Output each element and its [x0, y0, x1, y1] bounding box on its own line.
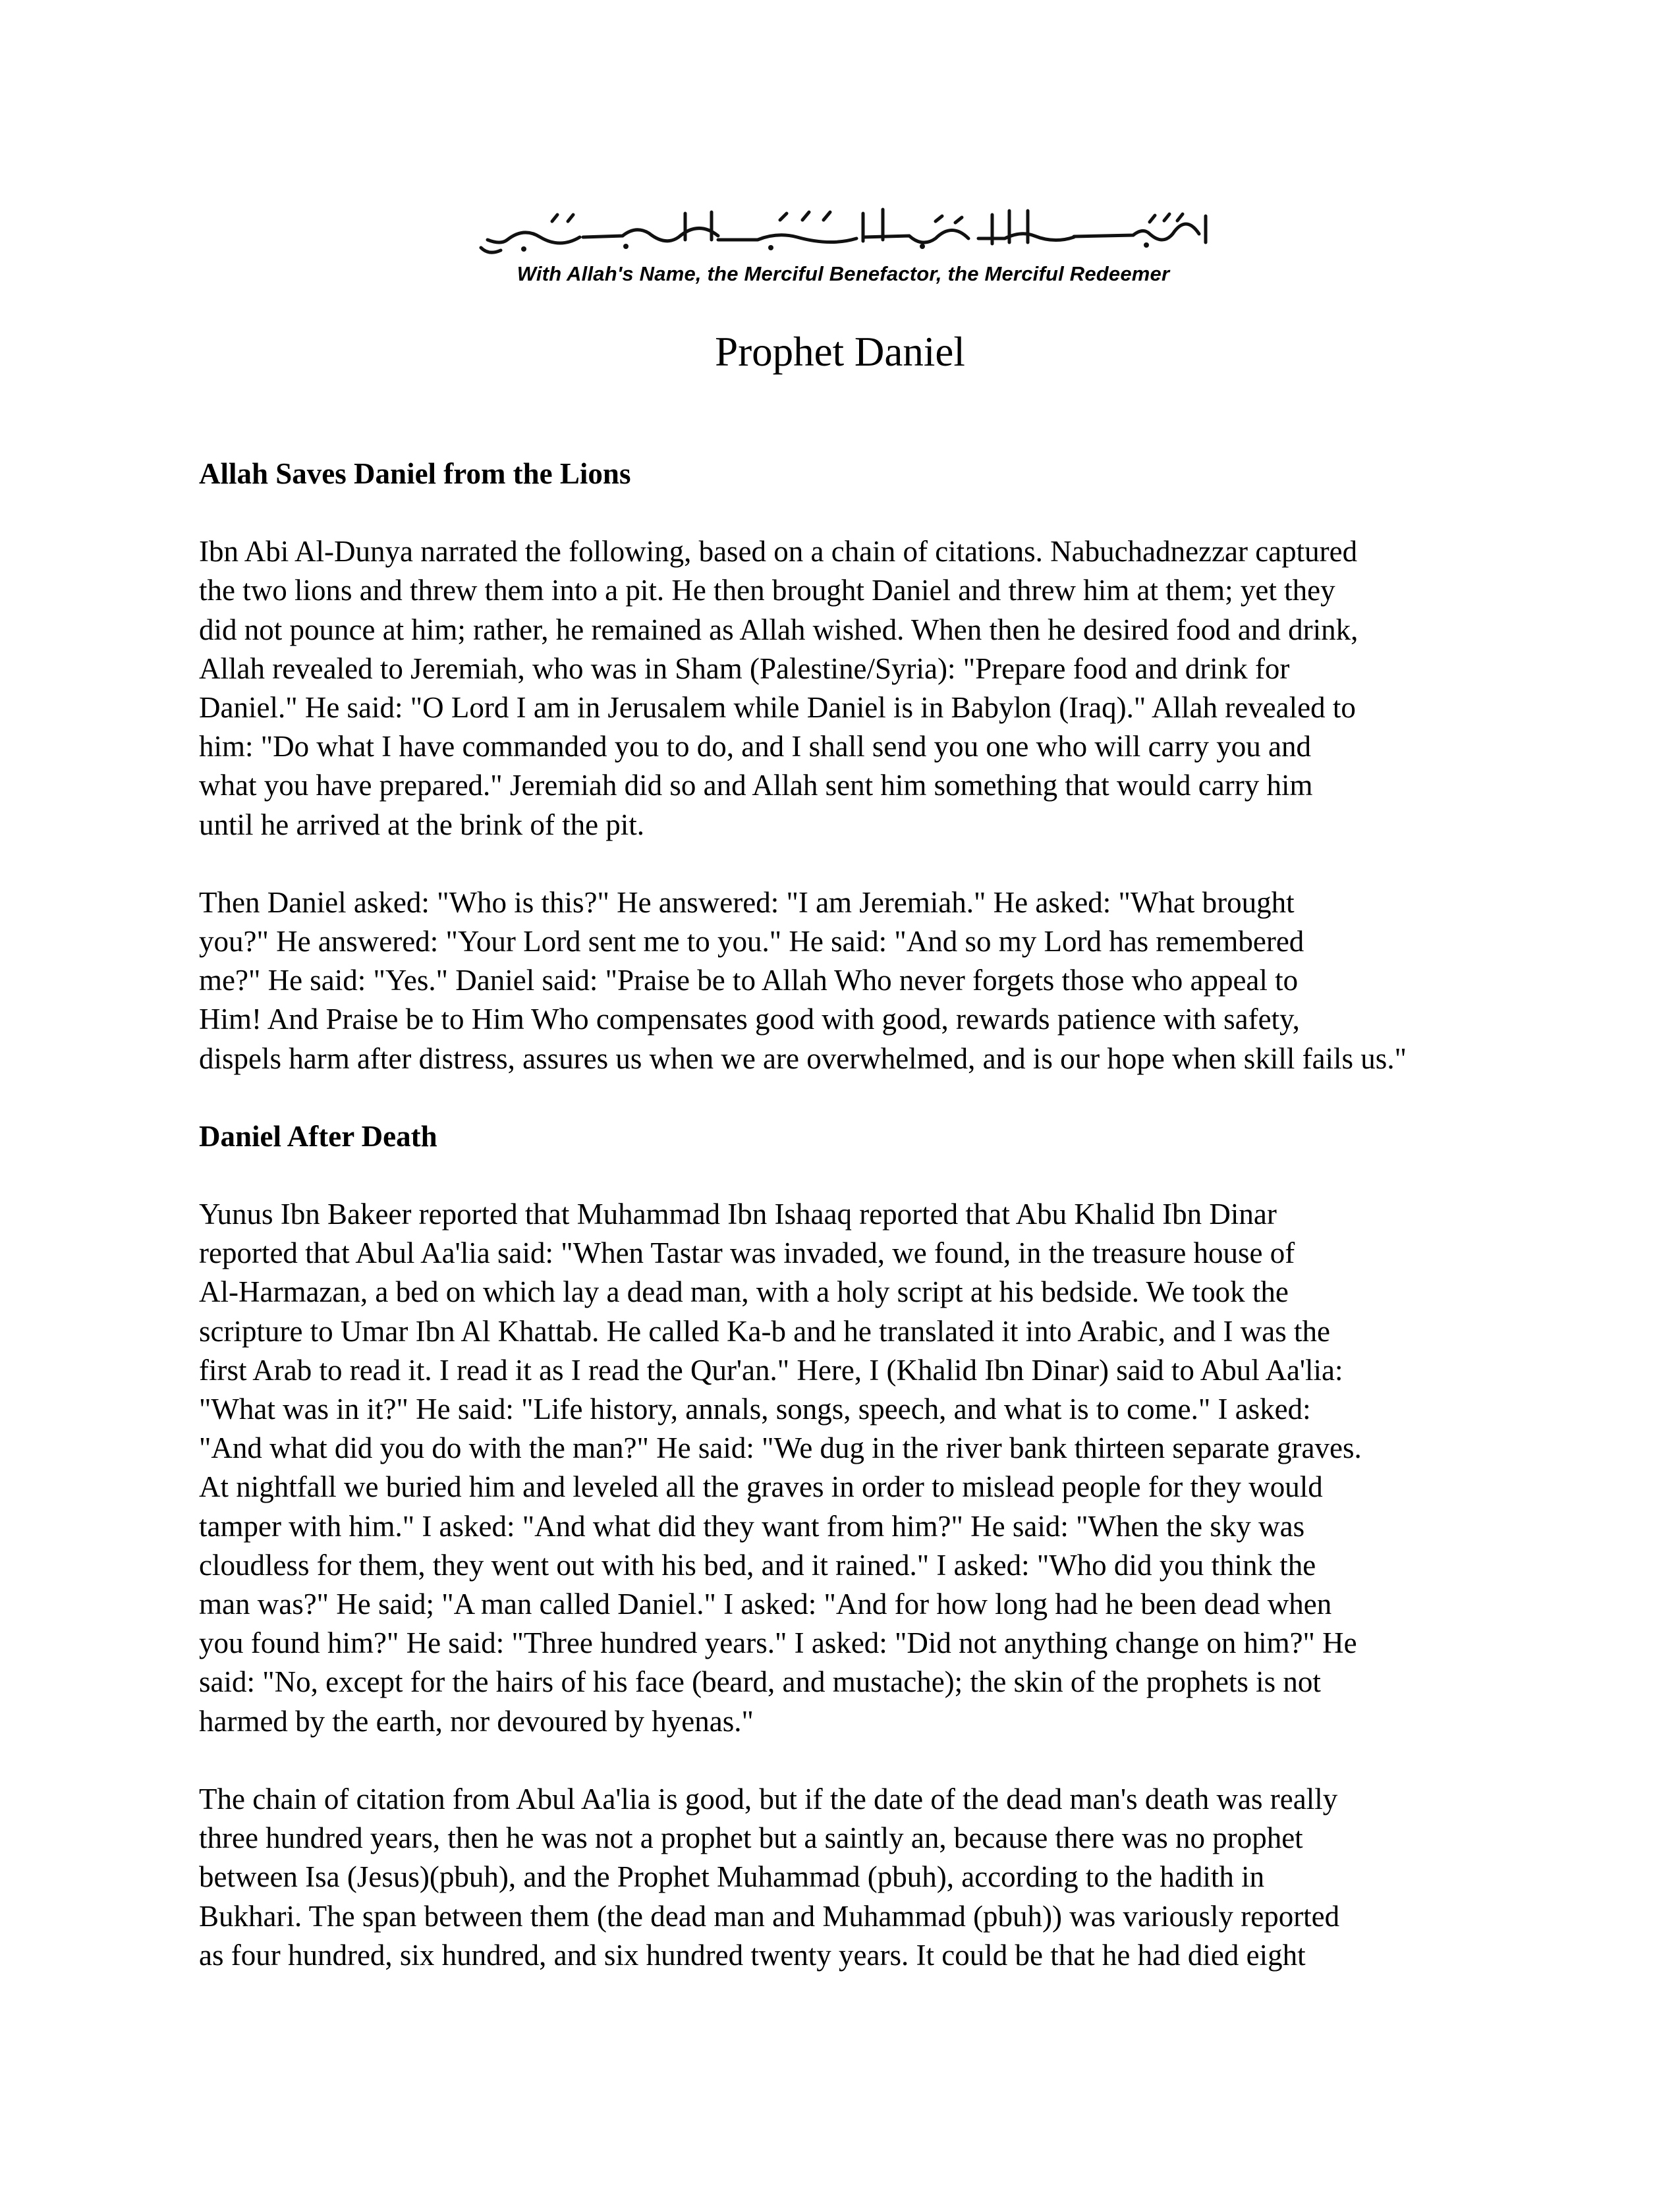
text-line: three hundred years, then he was not a prophet but a saintly an, because there was no prophet: [199, 1821, 1303, 1855]
text-line: until he arrived at the brink of the pit.: [199, 808, 645, 841]
text-line: cloudless for them, they went out with his bed, and it rained." I asked: "Who did you think the: [199, 1548, 1316, 1582]
paragraph: [199, 1780, 1510, 1975]
text-line: Al-Harmazan, a bed on which lay a dead man, with a holy script at his bedside. We took the: [199, 1275, 1289, 1309]
text-line: did not pounce at him; rather, he remained as Allah wished. When then he desired food and drink,: [199, 613, 1358, 646]
text-line: me?" He said: "Yes." Daniel said: "Praise be to Allah Who never forgets those who appeal to: [199, 964, 1299, 997]
text-line: "What was in it?" He said: "Life history, annals, songs, speech, and what is to come." I asked:: [199, 1393, 1311, 1426]
text-line: as four hundred, six hundred, and six hundred twenty years. It could be that he had died eight: [199, 1938, 1306, 1972]
document-body: [199, 455, 1510, 2014]
text-line: At nightfall we buried him and leveled all the graves in order to mislead people for they would: [199, 1470, 1323, 1504]
section-heading: Daniel After Death: [199, 1119, 437, 1153]
text-line: harmed by the earth, nor devoured by hyenas.": [199, 1704, 754, 1738]
text-line: Ibn Abi Al-Dunya narrated the following, based on a chain of citations. Nabuchadnezzar captured: [199, 535, 1358, 568]
text-line: Allah revealed to Jeremiah, who was in Sham (Palestine/Syria): "Prepare food and drink for: [199, 651, 1290, 685]
text-line: you found him?" He said: "Three hundred years." I asked: "Did not anything change on him?" He: [199, 1626, 1357, 1660]
text-line: the two lions and threw them into a pit. He then brought Daniel and threw him at them; yet they: [199, 574, 1335, 607]
paragraph: [199, 1195, 1510, 1741]
text-line: first Arab to read it. I read it as I read the Qur'an." Here, I (Khalid Ibn Dinar) said to Abul Aa'lia:: [199, 1353, 1343, 1387]
text-line: dispels harm after distress, assures us when we are overwhelmed, and is our hope when skill fails us.": [199, 1041, 1407, 1075]
text-line: Daniel." He said: "O Lord I am in Jerusalem while Daniel is in Babylon (Iraq)." Allah revealed to: [199, 691, 1356, 725]
text-line: scripture to Umar Ibn Al Khattab. He called Ka-b and he translated it into Arabic, and I was the: [199, 1314, 1330, 1348]
text-line: Then Daniel asked: "Who is this?" He answered: "I am Jeremiah." He asked: "What brought: [199, 885, 1295, 919]
basmala-header: [461, 198, 1225, 290]
text-line: tamper with him." I asked: "And what did they want from him?" He said: "When the sky was: [199, 1509, 1305, 1543]
text-line: Him! And Praise be to Him Who compensates good with good, rewards patience with safety,: [199, 1003, 1300, 1036]
text-line: him: "Do what I have commanded you to do, and I shall send you one who will carry you and: [199, 730, 1312, 763]
text-line: reported that Abul Aa'lia said: "When Tastar was invaded, we found, in the treasure house of: [199, 1236, 1295, 1270]
text-line: between Isa (Jesus)(pbuh), and the Prophet Muhammad (pbuh), according to the hadith in: [199, 1860, 1265, 1894]
text-line: man was?" He said; "A man called Daniel." I asked: "And for how long had he been dead when: [199, 1588, 1332, 1621]
basmala-calligraphy-image: [461, 198, 1225, 258]
paragraph: [199, 883, 1510, 1078]
text-line: Yunus Ibn Bakeer reported that Muhammad Ibn Ishaaq reported that Abu Khalid Ibn Dinar: [199, 1198, 1277, 1231]
text-line: The chain of citation from Abul Aa'lia is good, but if the date of the dead man's death was really: [199, 1782, 1338, 1815]
text-line: said: "No, except for the hairs of his face (beard, and mustache); the skin of the prophets is not: [199, 1665, 1321, 1699]
text-line: you?" He answered: "Your Lord sent me to you." He said: "And so my Lord has remembered: [199, 925, 1304, 958]
paragraph: [199, 532, 1510, 845]
section-heading: Allah Saves Daniel from the Lions: [199, 457, 631, 490]
text-line: Bukhari. The span between them (the dead man and Muhammad (pbuh)) was variously reported: [199, 1899, 1340, 1933]
text-line: what you have prepared." Jeremiah did so and Allah sent him something that would carry him: [199, 769, 1313, 802]
page-title: Prophet Daniel: [715, 329, 965, 375]
basmala-caption: With Allah's Name, the Merciful Benefactor, the Merciful Redeemer: [517, 262, 1170, 285]
text-line: "And what did you do with the man?" He said: "We dug in the river bank thirteen separate graves.: [199, 1431, 1362, 1465]
